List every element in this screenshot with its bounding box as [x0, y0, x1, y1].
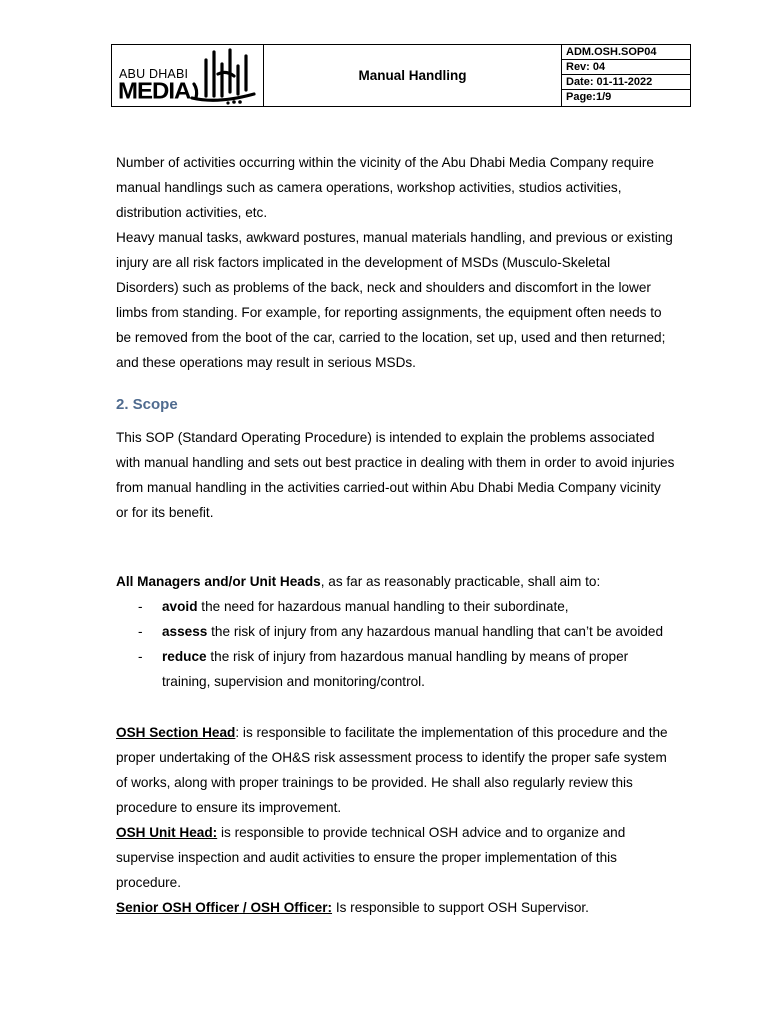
role-title: Senior OSH Officer / OSH Officer: [116, 900, 333, 915]
role-osh-section-head [116, 720, 676, 820]
logo-line2: MEDIA [118, 78, 191, 105]
bullet-text: the need for hazardous manual handling to their subordinate, [197, 599, 569, 614]
managers-lead [116, 569, 676, 594]
bullet-dash: - [138, 599, 143, 614]
scope-paragraph: This SOP (Standard Operating Procedure) is intended to explain the problems associated with manual handling and sets out best practice in dealing with them in order to avoid injuries from manual handling in the activities carried-out within Abu Dhabi Media Company vicinity or for its benefit. [116, 430, 675, 520]
scope-heading: 2. Scope [116, 396, 178, 413]
intro-paragraph-1: Number of activities occurring within the vicinity of the Abu Dhabi Media Company require manual handlings such as camera operations, workshop activities, studios activities, distribution activities, etc. [116, 155, 654, 220]
intro-section [116, 150, 676, 375]
document-header [111, 44, 691, 107]
role-text: is responsible to provide technical OSH advice and to organize and supervise inspection and audit activities to ensure the proper implementation of this procedure. [116, 825, 626, 890]
role-separator: : [235, 725, 240, 740]
list-item [116, 619, 676, 644]
role-title: OSH Section Head [116, 725, 236, 740]
page-number: Page:1/9 [566, 91, 612, 103]
bullet-dash: - [138, 624, 143, 639]
document-meta [562, 45, 691, 107]
role-osh-unit-head [116, 820, 676, 895]
bullet-text: the risk of injury from hazardous manual handling by means of proper training, supervision and monitoring/control. [162, 649, 629, 689]
list-item [116, 594, 676, 619]
intro-paragraph-2: Heavy manual tasks, awkward postures, manual materials handling, and previous or existing injury are all risk factors implicated in the development of MSDs (Musculo-Skeletal Disorders) such as problems of the back, neck and shoulders and discomfort in the lower limbs from standing. For example, for reporting assignments, the equipment often needs to be removed from the boot of the car, carried to the location, set up, used and then returned; and these operations may result in serious MSDs. [116, 230, 673, 370]
bullet-keyword: avoid [162, 599, 198, 614]
role-text: is responsible to facilitate the implementation of this procedure and the proper undertaking of the OH&S risk assessment process to identify the proper safe system of works, along with proper trainings to be provided. He shall also regularly review this procedure to ensure its improvement. [116, 725, 668, 815]
bullet-keyword: assess [162, 624, 208, 639]
bullet-text: the risk of injury from any hazardous manual handling that can’t be avoided [207, 624, 664, 639]
abu-dhabi-media-logo [112, 45, 263, 106]
doc-date: Date: 01-11-2022 [562, 75, 690, 90]
role-osh-officer [116, 895, 676, 920]
role-title: OSH Unit Head: [116, 825, 218, 840]
bullet-keyword: reduce [162, 649, 207, 664]
list-item [116, 644, 676, 694]
calligraphy-logo-icon [188, 46, 262, 106]
logo-line1: ABU DHABI [119, 67, 189, 81]
managers-list [116, 594, 676, 694]
managers-lead-rest: , as far as reasonably practicable, shall aim to: [320, 574, 601, 589]
document-title: Manual Handling [264, 45, 562, 107]
bullet-dash: - [138, 649, 143, 664]
scope-section [116, 425, 676, 525]
roles-section [116, 720, 676, 920]
managers-lead-paragraph [116, 569, 676, 594]
managers-lead-bold: All Managers and/or Unit Heads [116, 574, 321, 589]
role-text: Is responsible to support OSH Supervisor. [332, 900, 589, 915]
doc-code: ADM.OSH.SOP04 [562, 45, 690, 60]
revision: Rev: 04 [562, 60, 690, 75]
logo-cell [112, 45, 264, 107]
